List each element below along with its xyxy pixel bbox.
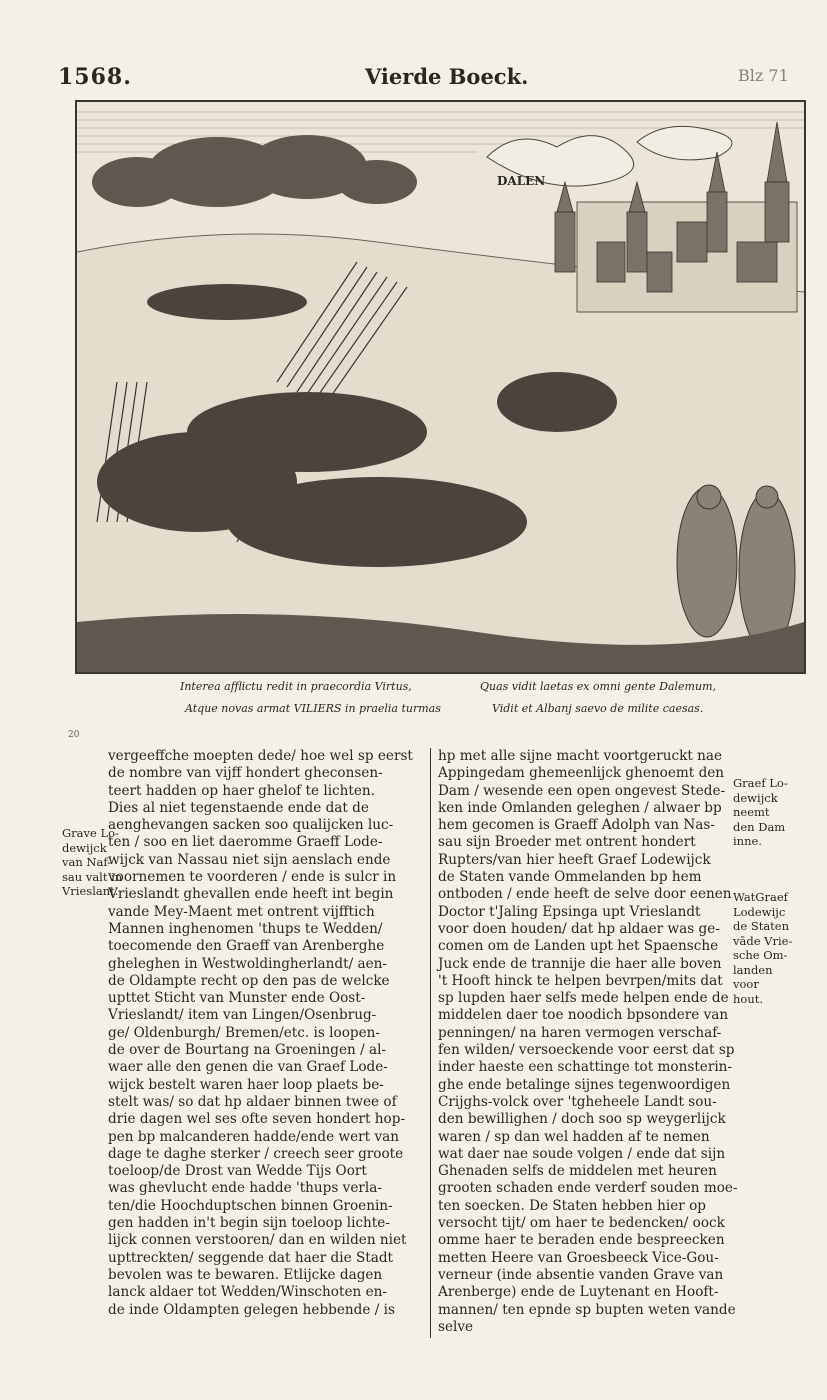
text-line: fen wilden/ versoeckende voor eerst dat sp xyxy=(438,1042,735,1059)
text-line: was ghevlucht ende hadde 'thups verla- xyxy=(108,1180,382,1197)
text-line: voornemen te voorderen / ende is sulcr in xyxy=(108,869,397,886)
text-line: Vrieslandt/ item van Lingen/Osenbrug- xyxy=(108,1007,377,1024)
text-line: pen bp malcanderen hadde/ende wert van xyxy=(108,1128,399,1145)
text-line: metten Heere van Groesbeeck Vice-Gou- xyxy=(438,1249,719,1266)
page-number: 1568. xyxy=(58,64,132,90)
text-line: Arenberge) ende de Luytenant en Hooft- xyxy=(438,1284,719,1301)
text-line: de Staten vande Ommelanden bp hem xyxy=(438,869,702,886)
text-line: 't Hooft hinck te helpen bevrpen/mits dat xyxy=(438,972,723,989)
margin-line: de Staten xyxy=(733,919,790,933)
text-line: de nombre van vijff hondert gheconsen- xyxy=(108,765,383,782)
text-line: hem gecomen is Graeff Adolph van Nas- xyxy=(438,817,715,834)
text-line: Ghenaden selfs de middelen met heuren xyxy=(438,1163,717,1180)
margin-line: Vrieslant. xyxy=(62,884,119,898)
signature-mark: 20 xyxy=(68,730,80,740)
engraving-plate xyxy=(75,100,806,674)
text-line: den bewillighen / doch soo sp weygerlijck xyxy=(438,1111,726,1128)
text-line: bevolen was te bewaren. Etlijcke dagen xyxy=(108,1266,383,1283)
plate-caption-right-1: Quas vidit laetas ex omni gente Dalemum, xyxy=(480,680,716,693)
text-line: verneur (inde absentie vanden Grave van xyxy=(438,1266,724,1283)
margin-line: den Dam xyxy=(733,819,786,834)
text-line: stelt was/ so dat hp aldaer binnen twee of xyxy=(108,1093,397,1110)
text-line: ge/ Oldenburgh/ Bremen/etc. is loopen- xyxy=(108,1024,380,1041)
margin-line: inne. xyxy=(733,834,762,848)
text-line: Juck ende de trannije die haer alle boven xyxy=(438,955,722,972)
text-line: lijck connen verstooren/ dan en wilden niet xyxy=(108,1232,407,1249)
text-line: aenghevangen sacken soo qualijcken luc- xyxy=(108,817,394,834)
margin-line: hout. xyxy=(733,991,764,1006)
text-line: comen om de Landen upt het Spaensche xyxy=(438,938,719,955)
text-line: de Oldampte recht op den pas de welcke xyxy=(108,972,390,989)
text-line: grooten schaden ende verderf souden moe- xyxy=(438,1180,738,1197)
margin-line: landen xyxy=(733,962,773,977)
column-divider xyxy=(430,748,431,1338)
text-line: penningen/ na haren vermogen verschaf- xyxy=(438,1024,722,1041)
text-line: waren / sp dan wel hadden af te nemen xyxy=(438,1128,710,1145)
text-line: ten soecken. De Staten hebben hier op xyxy=(438,1197,706,1214)
text-line: toeloop/de Drost van Wedde Tijs Oort xyxy=(108,1163,367,1180)
text-line: ten / soo en liet daeromme Graeff Lode- xyxy=(108,834,383,851)
margin-line: van Naf- xyxy=(62,855,112,869)
text-line: gheleghen in Westwoldingherlandt/ aen- xyxy=(108,955,387,972)
text-line: middelen daer toe noodich bpsondere van xyxy=(438,1007,729,1024)
plate-caption-right-2: Vidit et Albanj saevo de milite caesas. xyxy=(492,702,704,715)
text-line: Crijghs-volck over 'tgheheele Landt sou- xyxy=(438,1093,717,1110)
corner-annotation: Blz 71 xyxy=(738,66,789,85)
text-line: teert hadden op haer ghelof te lichten. xyxy=(108,782,376,799)
text-line: voor doen houden/ dat hp aldaer was ge- xyxy=(438,920,720,937)
text-line: lanck aldaer tot Wedden/Winschoten en- xyxy=(108,1284,387,1301)
text-line: drie dagen wel ses ofte seven hondert hop- xyxy=(108,1111,406,1128)
place-label: DALEN xyxy=(497,174,546,188)
text-line: waer alle den genen die van Graef Lode- xyxy=(108,1059,388,1076)
text-line: ontboden / ende heeft de selve door eenen xyxy=(438,886,732,903)
text-line: selve xyxy=(438,1318,474,1335)
plate-caption-left-1: Interea afflictu redit in praecordia Virtus, xyxy=(180,680,412,693)
text-line: ghe ende betalinge sijnes tegenwoordigen xyxy=(438,1076,731,1093)
text-line: hp met alle sijne macht voortgeruckt nae xyxy=(438,748,723,764)
text-line: Rupters/van hier heeft Graef Lodewijck xyxy=(438,851,711,868)
margin-line: neemt xyxy=(733,805,770,819)
text-line: wat daer nae soude volgen / ende dat sijn xyxy=(438,1145,726,1162)
text-line: mannen/ ten epnde sp bupten weten vande xyxy=(438,1301,736,1318)
text-line: Dam / wesende een open ongevest Stede- xyxy=(438,782,726,799)
margin-line: Grave Lo- xyxy=(62,826,119,840)
text-line: wijck van Nassau niet sijn aenslach ende xyxy=(108,851,391,868)
margin-line: sche Om- xyxy=(733,948,788,962)
margin-line: sau valt in xyxy=(62,869,123,884)
margin-note-right-top xyxy=(733,776,788,849)
margin-line: Graef Lo- xyxy=(733,776,788,790)
text-line: ken inde Omlanden geleghen / alwaer bp xyxy=(438,799,722,816)
text-line: upttet Sticht van Munster ende Oost- xyxy=(108,990,366,1007)
text-line: vande Mey-Maent met ontrent vijfftich xyxy=(108,903,375,920)
text-line: upttreckten/ seggende dat haer die Stadt xyxy=(108,1249,394,1266)
text-line: Mannen inghenomen 'thups te Wedden/ xyxy=(108,920,383,937)
text-line: de inde Oldampten gelegen hebbende / is xyxy=(108,1301,395,1318)
text-line: ten/die Hoochduptschen binnen Groenin- xyxy=(108,1197,393,1214)
margin-line: Lodewijc xyxy=(733,904,786,919)
text-line: Dies al niet tegenstaende ende dat de xyxy=(108,799,369,816)
text-line: toecomende den Graeff van Arenberghe xyxy=(108,938,385,955)
plate-caption-left-2: Atque novas armat VILIERS in praelia turmas xyxy=(185,702,441,715)
running-title: Vierde Boeck. xyxy=(365,64,529,89)
battle-engraving-illustration xyxy=(77,102,804,672)
text-line: inder haeste een schattinge tot monsterin- xyxy=(438,1059,733,1076)
text-line: de over de Bourtang na Groeningen / al- xyxy=(108,1042,387,1059)
text-line: vergeeffche moepten dede/ hoe wel sp eerst xyxy=(108,748,413,764)
margin-line: dewijck xyxy=(62,840,107,855)
text-line: omme haer te beraden ende bespreecken xyxy=(438,1232,725,1249)
margin-line: WatGraef xyxy=(733,890,788,904)
margin-line: voor xyxy=(733,977,759,991)
text-line: sp lupden haer selfs mede helpen ende de xyxy=(438,990,729,1007)
text-line: dage te daghe sterker / creech seer groote xyxy=(108,1145,404,1162)
text-line: gen hadden in't begin sijn toeloop lichte- xyxy=(108,1215,390,1232)
right-text-column xyxy=(438,748,738,1336)
margin-line: dewijck xyxy=(733,790,778,805)
left-text-column xyxy=(108,748,424,1319)
text-line: Appingedam ghemeenlijck ghenoemt den xyxy=(438,765,725,782)
margin-note-right-bottom xyxy=(733,890,792,1006)
text-line: sau sijn Broeder met ontrent hondert xyxy=(438,834,696,851)
text-line: Doctor t'Jaling Epsinga upt Vrieslandt xyxy=(438,903,701,920)
text-line: versocht tijt/ om haer te bedencken/ oock xyxy=(438,1215,725,1232)
text-line: Vrieslandt ghevallen ende heeft int begin xyxy=(108,886,394,903)
margin-line: vāde Vrie- xyxy=(733,933,793,948)
text-line: wijck bestelt waren haer loop plaets be- xyxy=(108,1076,384,1093)
